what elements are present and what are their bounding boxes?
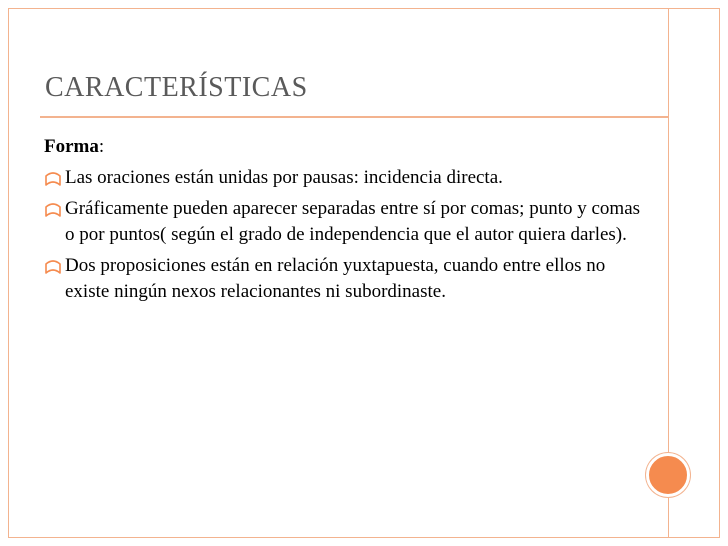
- bullet-text: Dos proposiciones están en relación yuxtapuesta, cuando entre ellos no existe ningún nexos relacionantes ni subordinaste.: [65, 255, 606, 302]
- hollow-curved-arrow-icon: [44, 257, 62, 275]
- hollow-curved-arrow-icon: [44, 200, 62, 218]
- bullet-text: Las oraciones están unidas por pausas: incidencia directa.: [65, 167, 503, 188]
- bullet-text: Gráficamente pueden aparecer separadas entre sí por comas; punto y comas o por puntos( según el grado de independencia que el autor quiera darles).: [65, 198, 641, 245]
- subheading-colon: :: [98, 136, 105, 157]
- hollow-curved-arrow-icon: [44, 169, 62, 187]
- bullet-item: [44, 253, 644, 305]
- decorative-vertical-line-lower: [668, 498, 669, 538]
- bullet-item: [44, 165, 644, 191]
- bullet-item: [44, 196, 644, 248]
- slide-title: CARACTERÍSTICAS: [45, 72, 308, 103]
- slide-content: [44, 134, 644, 310]
- subheading-bold: Forma: [44, 136, 99, 157]
- decorative-circle: [646, 453, 690, 497]
- decorative-vertical-line: [668, 8, 669, 453]
- title-underline: [40, 116, 668, 118]
- subheading: [44, 134, 644, 160]
